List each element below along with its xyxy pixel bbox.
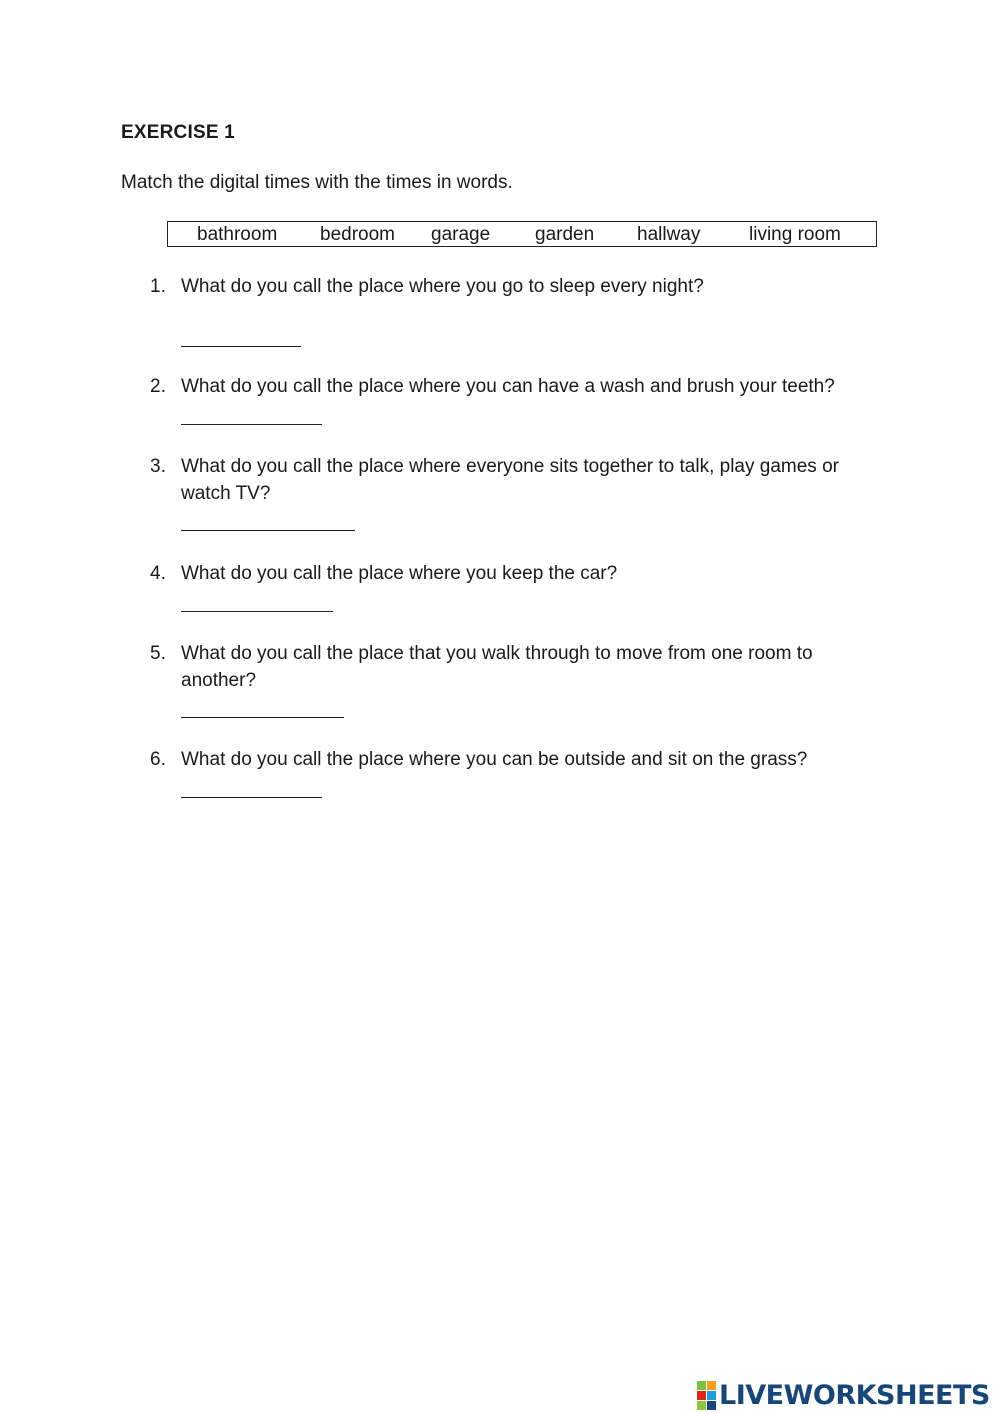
word-bank (167, 221, 877, 247)
question-number: 4. (150, 563, 166, 584)
answer-blank-2[interactable] (181, 424, 322, 425)
word-bank-item: hallway (637, 224, 701, 245)
question-number: 6. (150, 749, 166, 770)
word-bank-item: bedroom (320, 224, 395, 245)
answer-blank-5[interactable] (181, 717, 344, 718)
question-text: What do you call the place where you keep the car? (181, 563, 618, 584)
liveworksheets-logo (697, 1378, 990, 1412)
question-number: 2. (150, 376, 166, 397)
word-bank-item: bathroom (197, 224, 278, 245)
question-text: What do you call the place where you can have a wash and brush your teeth? (181, 376, 835, 397)
answer-blank-4[interactable] (181, 611, 333, 612)
word-bank-item: garage (431, 224, 491, 245)
question-text: What do you call the place where you go to sleep every night? (181, 276, 704, 297)
question-number: 5. (150, 643, 166, 664)
logo-text: LIVEWORKSHEETS (719, 1379, 990, 1411)
word-bank-item: garden (535, 224, 595, 245)
question-number: 3. (150, 456, 166, 477)
question-number: 1. (150, 276, 166, 297)
answer-blank-3[interactable] (181, 530, 355, 531)
word-bank-item: living room (749, 224, 841, 245)
answer-blank-1[interactable] (181, 346, 301, 347)
exercise-title: EXERCISE 1 (121, 122, 235, 143)
answer-blank-6[interactable] (181, 797, 322, 798)
exercise-instruction: Match the digital times with the times in words. (121, 172, 513, 193)
question-text: What do you call the place where you can be outside and sit on the grass? (181, 749, 808, 770)
question-text: What do you call the place where everyone sits together to talk, play games or watch TV? (181, 456, 839, 504)
question-text: What do you call the place that you walk through to move from one room to another? (181, 643, 813, 691)
logo-mark-icon (697, 1381, 716, 1410)
